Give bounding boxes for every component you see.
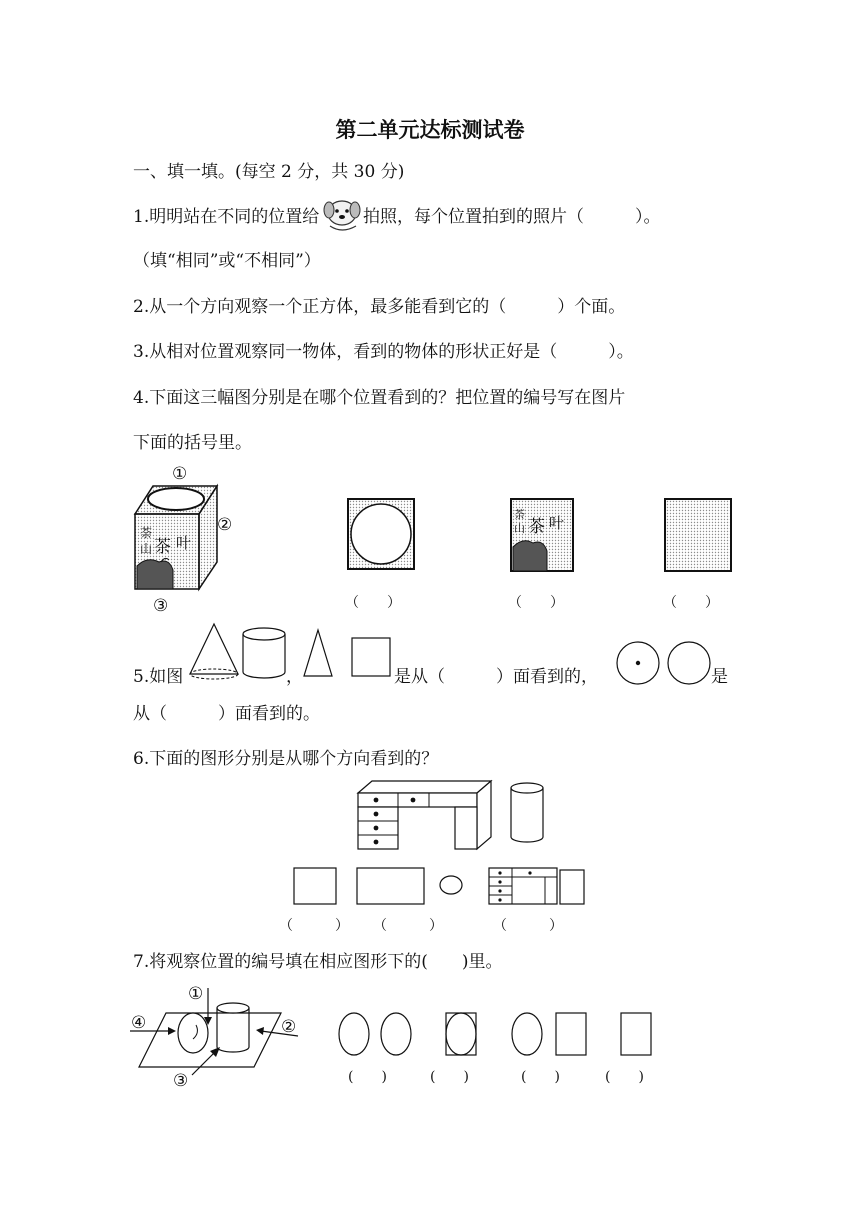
tea-box-text-4: 叶 [176,534,192,552]
position-label-1: ① [172,464,188,484]
front-view-text-1: 荼 [514,508,525,521]
position-label-2: ② [281,1017,297,1037]
position-label-4: ④ [131,1013,147,1033]
answer-blank[interactable]: （ ） [373,918,443,934]
question-7: 7.将观察位置的编号填在相应图形下的( )里。 [133,952,503,972]
answer-blank[interactable]: （ ） [508,595,564,611]
question-5-mid: 是从（ ）面看到的， [394,667,598,687]
circle-views-figure [616,641,712,687]
front-view-text-3: 茶 [528,517,545,537]
question-5-comma: ， [286,667,303,687]
answer-blank[interactable]: ( ) [605,1069,644,1085]
question-1-hint: （填“相同”或“不相同”） [133,251,321,271]
tea-box-text-1: 荼 [140,526,153,540]
answer-blank[interactable]: ( ) [521,1069,560,1085]
answer-blank[interactable]: （ ） [345,595,401,611]
question-1-part1: 1.明明站在不同的位置给 [133,207,320,227]
position-label-3: ③ [153,596,169,616]
top-view-figure [346,497,416,571]
question-5-prefix: 5.如图 [133,667,184,687]
question-3: 3.从相对位置观察同一物体，看到的物体的形状正好是（ ）。 [133,342,634,362]
q7-view-options [335,1010,665,1060]
desk-figure [355,779,495,853]
q6-view-options [290,862,590,908]
question-4-line1: 4.下面这三幅图分别是在哪个位置看到的？把位置的编号写在图片 [133,388,626,408]
tea-box-text-3: 茶 [154,537,171,557]
question-5-line2: 从（ ）面看到的。 [133,704,320,724]
question-2: 2.从一个方向观察一个正方体，最多能看到它的（ ）个面。 [133,297,626,317]
answer-blank[interactable]: （ ） [663,595,719,611]
front-view-text-2: 山 [514,522,525,535]
answer-blank[interactable]: （ ） [493,918,563,934]
section-heading: 一、填一填。(每空 2 分，共 30 分) [133,162,405,182]
front-view-text-4: 叶 [549,514,565,532]
observation-scene-figure [126,985,301,1090]
tea-box-text-2: 山 [140,542,153,556]
side-view-figure [663,497,733,573]
question-5-suffix: 是 [711,667,728,687]
question-1-part2: 拍照，每个位置拍到的照片（ ）。 [363,207,661,227]
position-label-1: ① [188,984,204,1004]
answer-blank[interactable]: （ ） [279,918,349,934]
question-4-line2: 下面的括号里。 [133,433,252,453]
page-title: 第二单元达标测试卷 [335,118,525,142]
puppy-icon [322,196,362,234]
position-label-2: ② [217,515,233,535]
answer-blank[interactable]: ( ) [348,1069,387,1085]
answer-blank[interactable]: ( ) [430,1069,469,1085]
position-label-3: ③ [173,1071,189,1091]
cylinder-figure [507,780,547,846]
question-6: 6.下面的图形分别是从哪个方向看到的？ [133,749,439,769]
